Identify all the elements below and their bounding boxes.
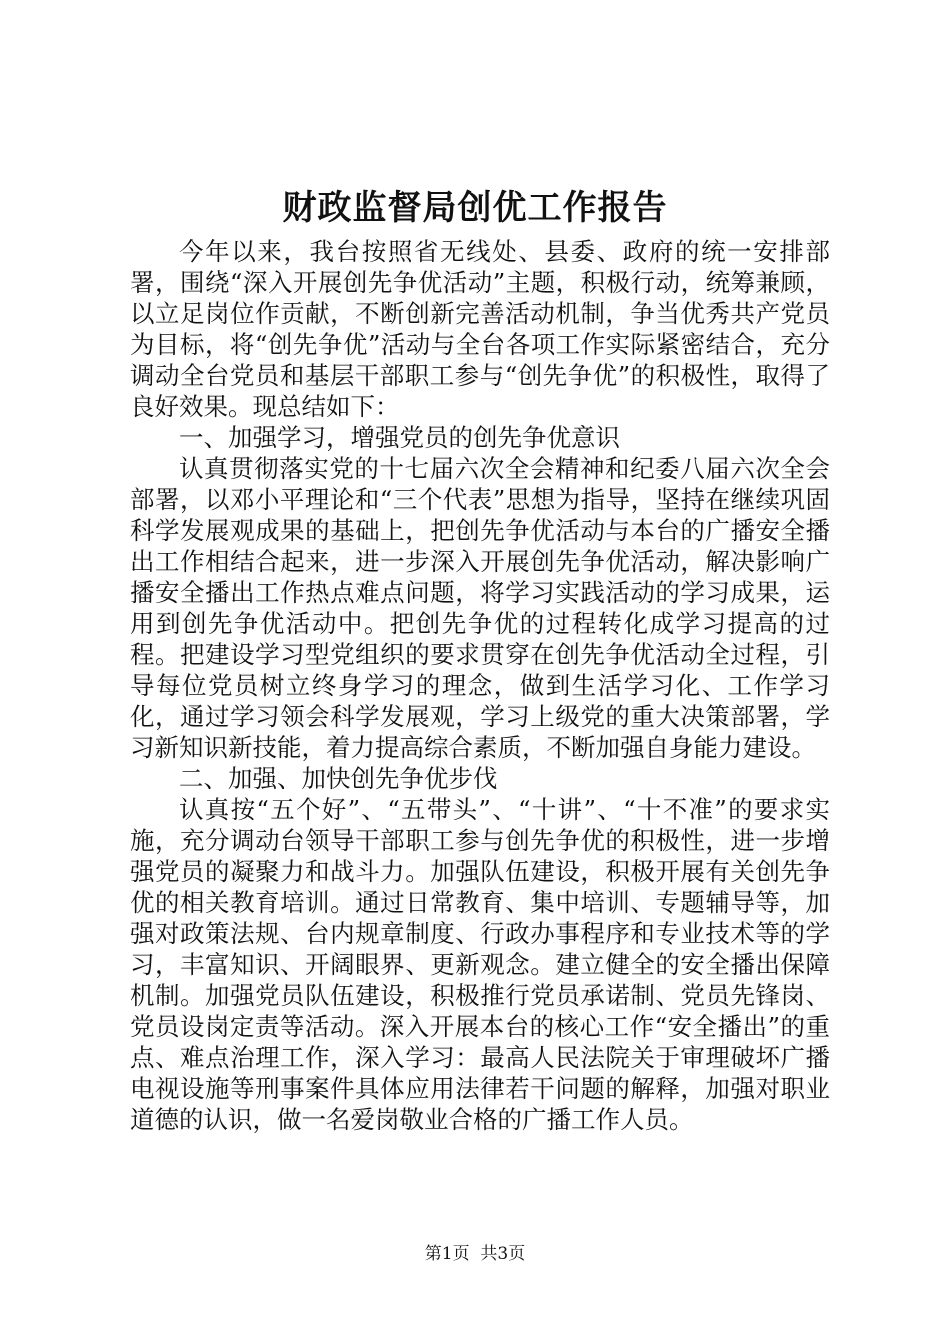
- document-body: [130, 236, 830, 1135]
- document-title: 财政监督局创优工作报告: [282, 188, 668, 228]
- section-1-paragraph: 认真贯彻落实党的十七届六次全会精神和纪委八届六次全会部署，以邓小平理论和“三个代表”思想为指导，坚持在继续巩固科学发展观成果的基础上，把创先争优活动与本台的广播安全播出工作相结合起来，进一步深入开展创先争优活动，解决影响广播安全播出工作热点难点问题，将学习实践活动的学习成果，运用到创先争优活动中。把创先争优的过程转化成学习提高的过程。把建设学习型党组织的要求贯穿在创先争优活动全过程，引导每位党员树立终身学习的理念，做到生活学习化、工作学习化，通过学习领会科学发展观，学习上级党的重大决策部署，学习新知识新技能，着力提高综合素质，不断加强自身能力建设。: [130, 454, 830, 762]
- section-2-paragraph: 认真按“五个好”、“五带头”、“十讲”、“十不准”的要求实施，充分调动台领导干部职工参与创先争优的积极性，进一步增强党员的凝聚力和战斗力。加强队伍建设，积极开展有关创先争优的相关教育培训。通过日常教育、集中培训、专题辅导等，加强对政策法规、台内规章制度、行政办事程序和专业技术等的学习，丰富知识、开阔眼界、更新观念。建立健全的安全播出保障机制。加强党员队伍建设，积极推行党员承诺制、党员先锋岗、党员设岗定责等活动。深入开展本台的核心工作“安全播出”的重点、难点治理工作，深入学习：最高人民法院关于审理破坏广播电视设施等刑事案件具体应用法律若干问题的解释，加强对职业道德的认识，做一名爱岗敬业合格的广播工作人员。: [130, 795, 830, 1134]
- section-heading-2: 二、加强、加快创先争优步伐: [179, 764, 498, 793]
- page-number: 第1页: [424, 1244, 470, 1264]
- section-heading-1: 一、加强学习，增强党员的创先争优意识: [179, 423, 620, 452]
- intro-paragraph: 今年以来，我台按照省无线处、县委、政府的统一安排部署，围绕“深入开展创先争优活动”主题，积极行动，统筹兼顾，以立足岗位作贡献，不断创新完善活动机制，争当优秀共产党员为目标，将“创先争优”活动与全台各项工作实际紧密结合，充分调动全台党员和基层干部职工参与“创先争优”的积极性，取得了良好效果。现总结如下：: [130, 237, 830, 421]
- page-total: 共3页: [480, 1244, 526, 1264]
- page-footer: [0, 1242, 950, 1266]
